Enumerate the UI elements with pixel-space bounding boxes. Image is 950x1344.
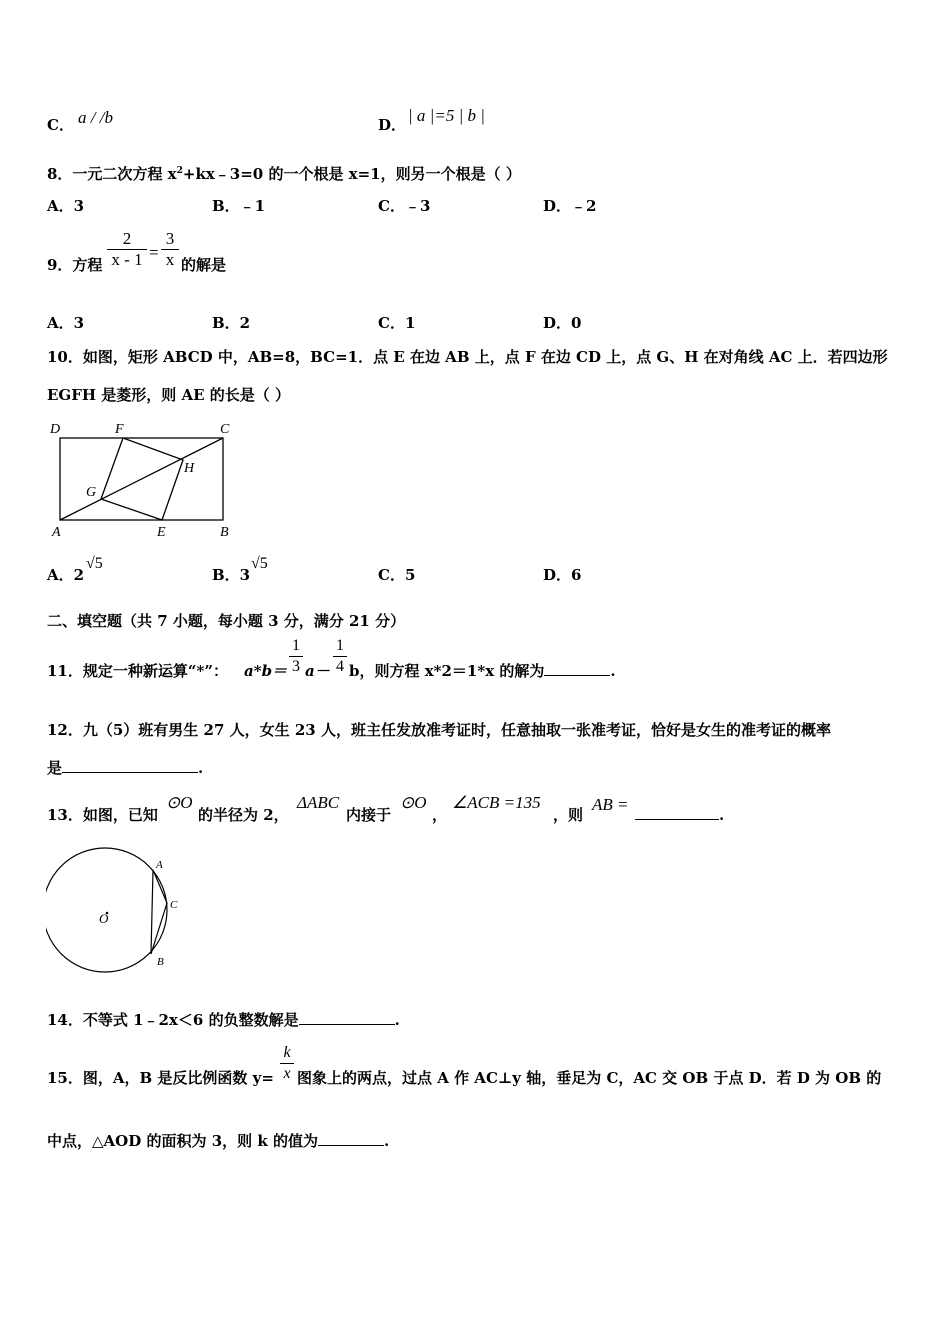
q11-fraction-2: $\frac{1}{4}$ [333,636,347,677]
q10-option-d: D．6 [543,566,582,584]
label-h: H [184,461,195,476]
q15-line2: 中点，△AOD 的面积为 3，则 k 的值为 . [47,1132,390,1150]
q10-option-c: C．5 [378,566,416,584]
q13-answer-blank[interactable] [635,805,719,820]
label-c: C [170,899,178,911]
q8-stem: 8．一元二次方程 $x^2+kx﹣3=0$ 的一个根是 x=1，则另一个根是（ ） [47,165,521,183]
q10-option-a-label: A．2 [47,566,85,584]
section2-title: 二、填空题（共 7 小题，每小题 3 分，满分 21 分） [47,612,406,630]
q7-option-c-label: C． [47,116,74,134]
q9-suffix: 的解是 [181,256,227,274]
q13-text-1: 的半径为 2， [198,806,289,824]
q12-line2: 是 . [47,759,204,777]
q13-text-3: ， [432,806,448,824]
q13-circle-o-1: ⊙O [166,793,193,812]
q11-fraction-1: $\frac{1}{3}$ [289,636,303,677]
q10-stem-line2: EGFH 是菱形，则 AE 的长是（ ） [47,386,291,404]
q9-equals: = [149,243,159,262]
q12-answer-blank[interactable] [62,758,198,773]
q14-text: 14．不等式 1﹣2x＜6 的负整数解是 . [47,1011,400,1029]
q9-option-b: B．2 [212,314,251,332]
q9-option-c: C．1 [378,314,416,332]
q10-option-b-label: B．3 [212,566,251,584]
label-c: C [220,422,230,437]
q8-option-a: A．3 [47,197,85,215]
q13-circle-o-2: ⊙O [400,793,427,812]
q15-answer-blank[interactable] [318,1131,384,1146]
q7-option-c-math: a / /b [78,108,113,127]
label-d: D [50,422,61,437]
chord-ab [151,870,153,954]
q15-fraction: $\frac{k}{x}$ [280,1043,294,1084]
q9-option-d: D．0 [543,314,582,332]
q9-prefix: 9．方程 [47,256,103,274]
q11-prefix: 11．规定一种新运算“*”： [47,662,228,680]
q13-circle-figure [46,845,186,975]
q13-answer: . [635,805,724,825]
q8-option-b: B．﹣1 [212,197,266,215]
q13-text-4: ，则 [553,806,584,824]
q7-option-d-math: | a |=5 | b | [408,106,485,125]
label-a: A [156,859,163,871]
q13-prefix: 13．如图，已知 [47,806,158,824]
q13-ab: AB = [592,795,629,814]
q11-expr: a*b＝ [244,662,288,680]
q9-fraction-left: $\frac{2}{x - 1}$ [107,229,147,270]
q10-option-b-root: √5 [251,555,268,572]
label-g: G [86,485,97,500]
q15-prefix: 15．图，A，B 是反比例函数 y= [47,1069,274,1087]
q13-angle: ∠ACB =135 [452,793,541,812]
q8-option-c: C．﹣3 [378,197,431,215]
q9-option-a: A．3 [47,314,85,332]
q11-mid: a－ [305,662,330,680]
q12-line1: 12．九（5）班有男生 27 人，女生 23 人，班主任发放准考证时，任意抽取一张准考证，恰好是女生的准考证的概率 [47,721,831,739]
q8-option-d: D．﹣2 [543,197,597,215]
q10-stem-line1: 10．如图，矩形 ABCD 中，AB=8，BC=1．点 E 在边 AB 上，点 F 在边 CD 上，点 G、H 在对角线 AC 上．若四边形 [47,348,888,366]
label-b: B [157,956,164,968]
label-a: A [52,525,61,540]
q7-option-d-label: D． [378,116,407,134]
label-b: B [220,525,229,540]
q13-text-2: 内接于 [346,806,392,824]
q11-answer-blank[interactable] [544,661,610,676]
circle-o [46,848,167,972]
q15-line1-rest: 图象上的两点，过点 A 作 AC⊥y 轴，垂足为 C，AC 交 OB 于点 D．若 D 为 OB 的 [297,1069,882,1087]
label-o: O [99,911,109,926]
q10-rectangle-figure [48,418,248,542]
q11-tail: b，则方程 x*2＝1*x 的解为 . [349,662,616,680]
q13-triangle: ΔABC [297,793,340,812]
q10-option-a-root: √5 [86,555,103,572]
diagonal-ac [60,438,223,520]
q14-answer-blank[interactable] [299,1010,395,1025]
label-f: F [115,422,124,437]
q9-fraction-right: $\frac{3}{x}$ [161,229,179,270]
label-e: E [157,525,166,540]
